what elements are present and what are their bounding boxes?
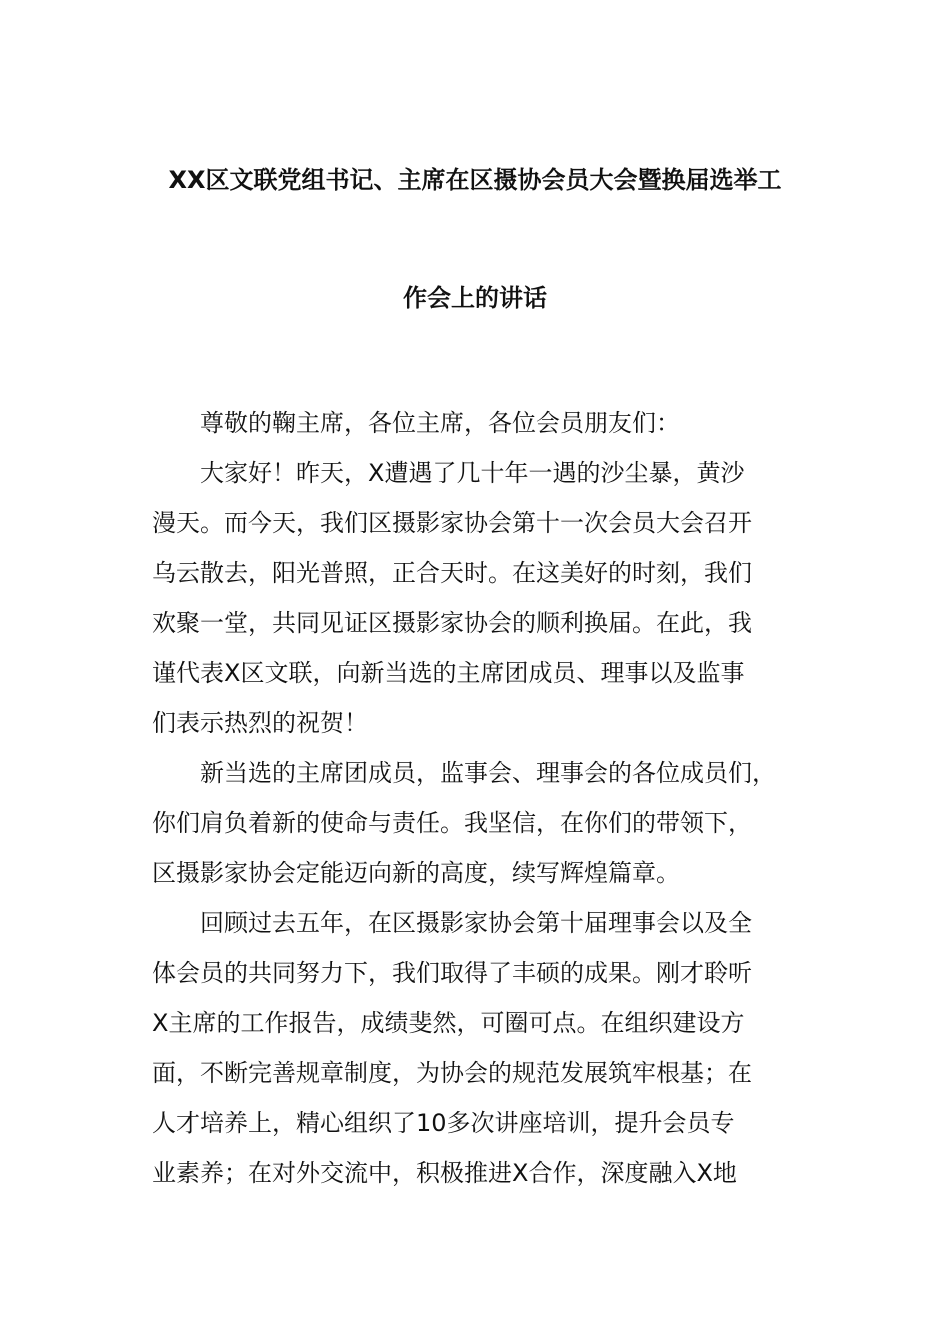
body-line-2: 大家好！昨天，X遭遇了几十年一遇的沙尘暴，黄沙 <box>152 459 745 487</box>
body-line-9: 你们肩负着新的使命与责任。我坚信，在你们的带领下， <box>152 809 752 837</box>
body-line-10: 区摄影家协会定能迈向新的高度，续写辉煌篇章。 <box>152 859 680 887</box>
body-line-1: 尊敬的鞠主席，各位主席，各位会员朋友们： <box>152 409 680 437</box>
body-line-3: 漫天。而今天，我们区摄影家协会第十一次会员大会召开 <box>152 509 752 537</box>
body-line-8: 新当选的主席团成员，监事会、理事会的各位成员们， <box>152 759 776 787</box>
body-line-4: 乌云散去，阳光普照，正合天时。在这美好的时刻，我们 <box>152 559 752 587</box>
body-line-14: 面，不断完善规章制度，为协会的规范发展筑牢根基；在 <box>152 1059 752 1087</box>
body-line-7: 们表示热烈的祝贺！ <box>152 709 368 737</box>
body-line-5: 欢聚一堂，共同见证区摄影家协会的顺利换届。在此，我 <box>152 609 752 637</box>
body-line-11: 回顾过去五年，在区摄影家协会第十届理事会以及全 <box>152 909 752 937</box>
document-title-line-1: XX区文联党组书记、主席在区摄协会员大会暨换届选举工 <box>168 166 782 194</box>
body-line-16: 业素养；在对外交流中，积极推进X合作，深度融入X地 <box>152 1159 737 1187</box>
body-line-13: X主席的工作报告，成绩斐然，可圈可点。在组织建设方 <box>152 1009 745 1037</box>
document-title-line-2: 作会上的讲话 <box>403 284 547 312</box>
body-line-15: 人才培养上，精心组织了10多次讲座培训，提升会员专 <box>152 1109 735 1137</box>
body-line-12: 体会员的共同努力下，我们取得了丰硕的成果。刚才聆听 <box>152 959 752 987</box>
body-line-6: 谨代表X区文联，向新当选的主席团成员、理事以及监事 <box>152 659 745 687</box>
